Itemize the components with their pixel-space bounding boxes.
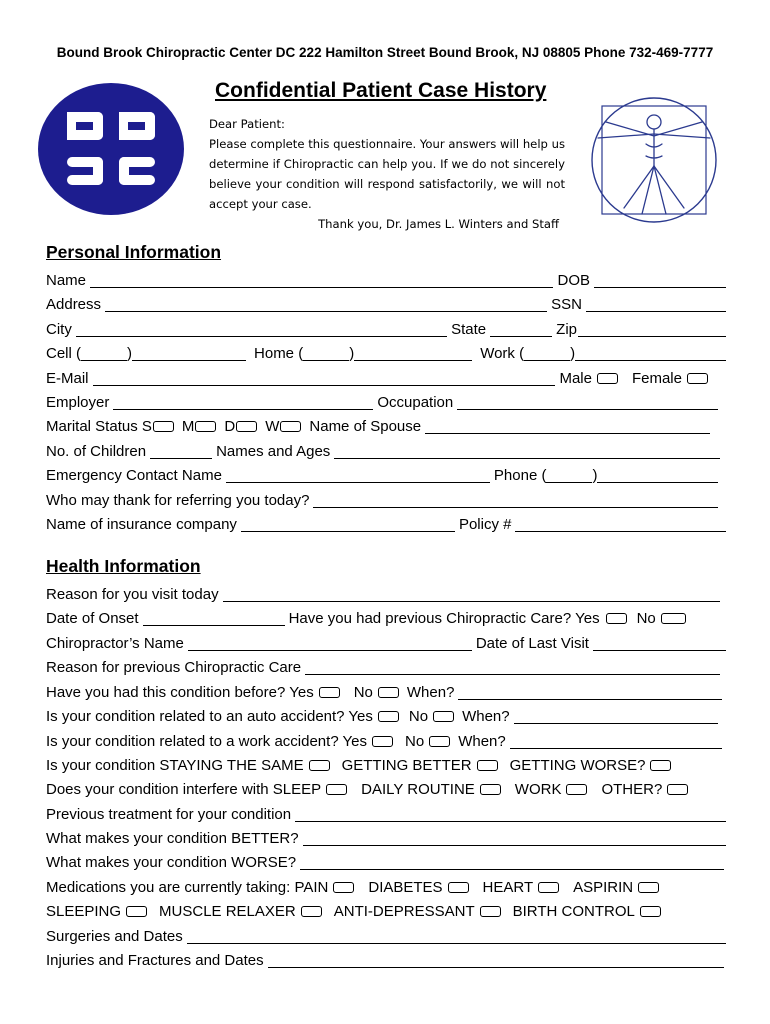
makes-better-label: What makes your condition BETTER? <box>46 830 299 847</box>
prev-care-no-checkbox[interactable] <box>661 613 686 624</box>
children-count-field[interactable] <box>150 443 212 459</box>
row-emergency <box>46 461 726 485</box>
city-label: City <box>46 321 72 338</box>
work-label: WORK <box>514 781 562 798</box>
injuries-label: Injuries and Fractures and Dates <box>46 952 264 969</box>
work-paren: ) <box>570 345 576 362</box>
male-label: Male <box>559 370 592 387</box>
address-label: Address <box>46 296 102 313</box>
daily-checkbox[interactable] <box>480 784 501 795</box>
last-visit-field[interactable] <box>593 635 726 651</box>
name-field[interactable] <box>90 272 553 288</box>
row-medications-2 <box>46 897 726 921</box>
married-checkbox[interactable] <box>195 421 216 432</box>
home-number-field[interactable] <box>354 345 472 361</box>
worse-checkbox[interactable] <box>650 760 671 771</box>
before-label: Have you had this condition before? Yes <box>46 684 314 701</box>
auto-yes-checkbox[interactable] <box>378 711 399 722</box>
surgeries-field[interactable] <box>187 928 726 944</box>
ssn-label: SSN <box>551 296 582 313</box>
emergency-phone-field[interactable] <box>597 467 718 483</box>
cell-label: Cell ( <box>46 345 82 362</box>
letter-signature: Thank you, Dr. James L. Winters and Staff <box>318 217 559 231</box>
sleeping-checkbox[interactable] <box>126 906 147 917</box>
cell-paren: ) <box>127 345 133 362</box>
makes-worse-field[interactable] <box>300 854 724 870</box>
city-field[interactable] <box>76 321 447 337</box>
reason-label: Reason for you visit today <box>46 586 219 603</box>
vitruvian-man-image <box>588 94 720 224</box>
row-children <box>46 437 726 461</box>
practice-header: Bound Brook Chiropractic Center DC 222 Hamilton Street Bound Brook, NJ 08805 Phone 732-469-7777 <box>56 45 714 60</box>
form-title: Confidential Patient Case History <box>215 79 547 102</box>
names-ages-field[interactable] <box>334 443 720 459</box>
row-work-accident <box>46 727 726 751</box>
row-name-dob <box>46 266 726 290</box>
policy-label: Policy # <box>458 516 512 533</box>
cell-area-field[interactable] <box>81 345 127 361</box>
work-acc-yes-checkbox[interactable] <box>372 736 393 747</box>
emergency-label: Emergency Contact Name <box>46 467 222 484</box>
before-no-checkbox[interactable] <box>378 687 399 698</box>
emergency-area-field[interactable] <box>546 467 592 483</box>
surgeries-label: Surgeries and Dates <box>46 928 183 945</box>
name-label: Name <box>46 272 87 289</box>
work-acc-no-label: No <box>405 733 425 750</box>
row-phones <box>46 339 726 363</box>
heart-checkbox[interactable] <box>538 882 559 893</box>
intro-letter <box>209 114 565 234</box>
work-checkbox[interactable] <box>566 784 587 795</box>
last-visit-label: Date of Last Visit <box>475 635 589 652</box>
muscle-checkbox[interactable] <box>301 906 322 917</box>
heart-label: HEART <box>482 879 534 896</box>
female-label: Female <box>631 370 682 387</box>
cell-number-field[interactable] <box>132 345 246 361</box>
prev-treatment-label: Previous treatment for your condition <box>46 806 292 823</box>
home-paren: ) <box>349 345 355 362</box>
before-yes-checkbox[interactable] <box>319 687 340 698</box>
aspirin-checkbox[interactable] <box>638 882 659 893</box>
injuries-field[interactable] <box>268 952 724 968</box>
emergency-paren: ) <box>592 467 598 484</box>
row-address-ssn <box>46 290 726 314</box>
better-label: GETTING BETTER <box>341 757 472 774</box>
divorced-label: D <box>224 418 236 435</box>
antidep-label: ANTI-DEPRESSANT <box>333 903 475 920</box>
personal-info-heading: Personal Information <box>46 242 222 262</box>
names-ages-label: Names and Ages <box>216 443 331 460</box>
prev-care-label: Have you had previous Chiropractic Care? Yes <box>288 610 600 627</box>
referral-label: Who may thank for referring you today? <box>46 492 310 509</box>
row-employer <box>46 388 726 412</box>
work-acc-label: Is your condition related to a work accident? Yes <box>46 733 368 750</box>
row-prev-reason <box>46 653 726 677</box>
prev-treatment-field[interactable] <box>295 806 726 822</box>
spouse-field[interactable] <box>425 418 710 434</box>
referral-field[interactable] <box>313 492 718 508</box>
before-when-label: When? <box>406 684 455 701</box>
emergency-phone-label: Phone ( <box>493 467 547 484</box>
work-area-field[interactable] <box>524 345 570 361</box>
row-email-sex <box>46 364 726 388</box>
state-label: State <box>451 321 487 338</box>
row-insurance <box>46 510 726 534</box>
letter-greeting: Dear Patient: <box>209 117 285 131</box>
birth-label: BIRTH CONTROL <box>512 903 635 920</box>
row-auto <box>46 702 726 726</box>
emergency-name-field[interactable] <box>226 467 490 483</box>
row-onset <box>46 604 726 628</box>
row-makes-worse <box>46 848 726 872</box>
work-label: Work ( <box>480 345 525 362</box>
children-label: No. of Children <box>46 443 147 460</box>
auto-no-label: No <box>408 708 429 725</box>
state-field[interactable] <box>490 321 552 337</box>
prev-care-no-label: No <box>636 610 656 627</box>
aspirin-label: ASPIRIN <box>573 879 634 896</box>
married-label: M <box>181 418 195 435</box>
staying-checkbox[interactable] <box>309 760 330 771</box>
row-interfere <box>46 775 726 799</box>
employer-label: Employer <box>46 394 110 411</box>
muscle-label: MUSCLE RELAXER <box>159 903 296 920</box>
makes-better-field[interactable] <box>303 830 726 846</box>
other-label: OTHER? <box>601 781 663 798</box>
makes-worse-label: What makes your condition WORSE? <box>46 854 297 871</box>
row-medications-1 <box>46 873 726 897</box>
zip-label: Zip <box>556 321 577 338</box>
row-marital <box>46 412 726 436</box>
prev-care-yes-checkbox[interactable] <box>606 613 627 624</box>
dob-label: DOB <box>557 272 590 289</box>
home-area-field[interactable] <box>303 345 349 361</box>
insurance-field[interactable] <box>241 516 455 532</box>
health-info-heading: Health Information <box>46 556 201 576</box>
row-city-state-zip <box>46 315 726 339</box>
spouse-label: Name of Spouse <box>309 418 422 435</box>
policy-field[interactable] <box>515 516 726 532</box>
marital-label: Marital Status S <box>46 418 152 435</box>
before-no-label: No <box>353 684 373 701</box>
prev-reason-label: Reason for previous Chiropractic Care <box>46 659 302 676</box>
work-acc-when-label: When? <box>458 733 506 750</box>
bbcc-logo <box>37 82 185 216</box>
other-checkbox[interactable] <box>667 784 688 795</box>
row-before <box>46 678 726 702</box>
male-checkbox[interactable] <box>597 373 618 384</box>
auto-when-field[interactable] <box>514 708 718 724</box>
prev-reason-field[interactable] <box>305 659 720 675</box>
row-prev-treatment <box>46 800 726 824</box>
work-acc-no-checkbox[interactable] <box>429 736 450 747</box>
ssn-field[interactable] <box>586 296 726 312</box>
diabetes-label: DIABETES <box>368 879 443 896</box>
row-chiropractor <box>46 629 726 653</box>
work-acc-when-field[interactable] <box>510 733 722 749</box>
better-checkbox[interactable] <box>477 760 498 771</box>
occupation-field[interactable] <box>457 394 718 410</box>
widowed-checkbox[interactable] <box>280 421 301 432</box>
reason-field[interactable] <box>223 586 720 602</box>
meds-label: Medications you are currently taking: PAIN <box>46 879 329 896</box>
row-referral <box>46 486 726 510</box>
before-when-field[interactable] <box>458 684 722 700</box>
sleep-checkbox[interactable] <box>326 784 347 795</box>
daily-label: DAILY ROUTINE <box>361 781 475 798</box>
row-surgeries <box>46 922 726 946</box>
row-injuries <box>46 946 726 970</box>
work-number-field[interactable] <box>575 345 726 361</box>
employer-field[interactable] <box>113 394 373 410</box>
row-reason <box>46 580 726 604</box>
pain-checkbox[interactable] <box>333 882 354 893</box>
birth-checkbox[interactable] <box>640 906 661 917</box>
auto-no-checkbox[interactable] <box>433 711 454 722</box>
onset-field[interactable] <box>143 610 285 626</box>
staying-label: Is your condition STAYING THE SAME <box>46 757 304 774</box>
auto-label: Is your condition related to an auto accident? Yes <box>46 708 373 725</box>
sleeping-label: SLEEPING <box>46 903 122 920</box>
widowed-label: W <box>265 418 280 435</box>
worse-label: GETTING WORSE? <box>509 757 646 774</box>
interfere-label: Does your condition interfere with SLEEP <box>46 781 322 798</box>
dob-field[interactable] <box>594 272 726 288</box>
divorced-checkbox[interactable] <box>236 421 257 432</box>
zip-field[interactable] <box>578 321 726 337</box>
female-checkbox[interactable] <box>687 373 708 384</box>
email-label: E-Mail <box>46 370 89 387</box>
occupation-label: Occupation <box>377 394 454 411</box>
diabetes-checkbox[interactable] <box>448 882 469 893</box>
chiro-name-field[interactable] <box>188 635 472 651</box>
auto-when-label: When? <box>462 708 510 725</box>
antidep-checkbox[interactable] <box>480 906 501 917</box>
row-condition-trend <box>46 751 726 775</box>
insurance-label: Name of insurance company <box>46 516 237 533</box>
onset-label: Date of Onset <box>46 610 139 627</box>
chiro-name-label: Chiropractor’s Name <box>46 635 184 652</box>
letter-body: Please complete this questionnaire. Your answers will help us determine if Chiropractic can help you. If we do not sincerely believe your condition will respond satisfactorily, we will not accept your case. <box>209 137 565 211</box>
home-label: Home ( <box>254 345 304 362</box>
single-checkbox[interactable] <box>153 421 174 432</box>
email-field[interactable] <box>93 370 556 386</box>
address-field[interactable] <box>105 296 547 312</box>
row-makes-better <box>46 824 726 848</box>
